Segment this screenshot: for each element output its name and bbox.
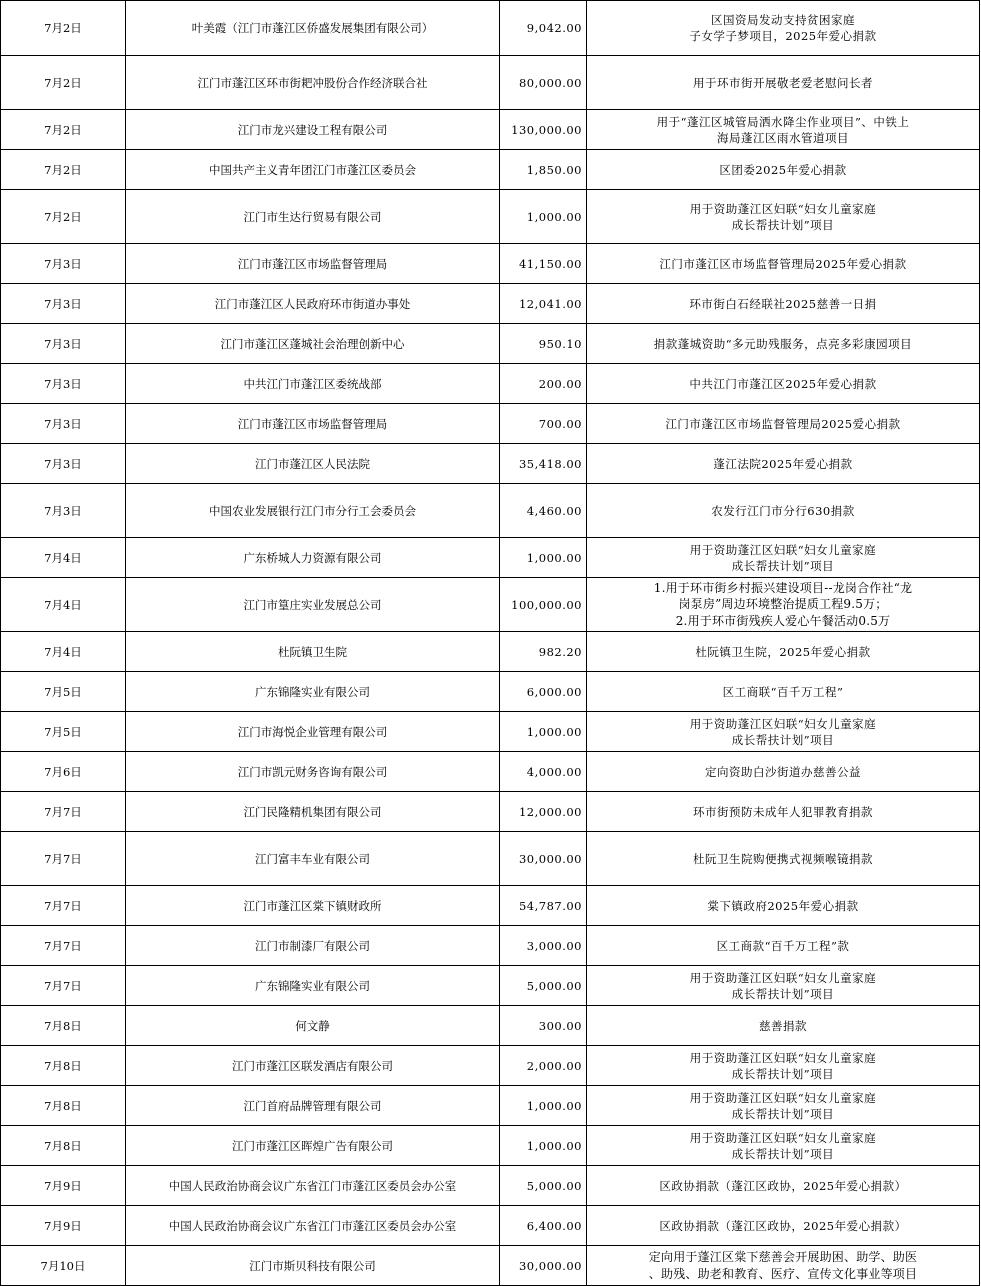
donor-cell: 江门市蓬江区市场监督管理局 <box>126 404 500 444</box>
donation-table-body <box>1 1 980 1286</box>
amount-cell: 4,000.00 <box>500 752 587 792</box>
table-row <box>1 364 980 404</box>
amount-cell: 950.10 <box>500 324 587 364</box>
purpose-cell <box>587 712 980 752</box>
donor-cell: 江门市龙兴建设工程有限公司 <box>126 110 500 150</box>
amount-cell: 4,460.00 <box>500 484 587 538</box>
table-row <box>1 632 980 672</box>
purpose-line: 棠下镇政府2025年爱心捐款 <box>707 898 859 913</box>
purpose-line: 用于资助蓬江区妇联“妇女儿童家庭 <box>689 1050 877 1065</box>
date-cell: 7月2日 <box>1 110 126 150</box>
date-cell: 7月5日 <box>1 712 126 752</box>
donor-cell: 江门富丰车业有限公司 <box>126 832 500 886</box>
donor-cell: 江门首府品牌管理有限公司 <box>126 1086 500 1126</box>
purpose-cell <box>587 966 980 1006</box>
purpose-cell <box>587 324 980 364</box>
donor-cell: 中国人民政治协商会议广东省江门市蓬江区委员会办公室 <box>126 1206 500 1246</box>
date-cell: 7月2日 <box>1 150 126 190</box>
amount-cell: 6,400.00 <box>500 1206 587 1246</box>
amount-cell: 5,000.00 <box>500 966 587 1006</box>
purpose-line: 江门市蓬江区市场监督管理局2025年爱心捐款 <box>659 256 907 271</box>
purpose-line: 用于资助蓬江区妇联“妇女儿童家庭 <box>689 716 877 731</box>
donor-cell: 何文静 <box>126 1006 500 1046</box>
date-cell: 7月7日 <box>1 832 126 886</box>
table-row <box>1 284 980 324</box>
purpose-cell <box>587 1126 980 1166</box>
donor-cell: 中共江门市蓬江区委统战部 <box>126 364 500 404</box>
table-row <box>1 324 980 364</box>
amount-cell: 100,000.00 <box>500 578 587 632</box>
table-row <box>1 1 980 56</box>
donor-cell: 江门市蓬江区棠下镇财政所 <box>126 886 500 926</box>
purpose-cell <box>587 244 980 284</box>
date-cell: 7月7日 <box>1 966 126 1006</box>
table-row <box>1 712 980 752</box>
date-cell: 7月3日 <box>1 364 126 404</box>
purpose-line: 定向资助白沙街道办慈善公益 <box>705 764 861 779</box>
amount-cell: 1,850.00 <box>500 150 587 190</box>
table-row <box>1 966 980 1006</box>
purpose-line: 捐款蓬城资助“多元助残服务，点亮多彩康园项目 <box>653 336 913 351</box>
purpose-cell <box>587 444 980 484</box>
amount-cell: 35,418.00 <box>500 444 587 484</box>
purpose-line: 成长帮扶计划”项目 <box>731 1146 835 1161</box>
table-row <box>1 926 980 966</box>
table-row <box>1 1166 980 1206</box>
table-row <box>1 1206 980 1246</box>
purpose-line: 用于资助蓬江区妇联“妇女儿童家庭 <box>689 970 877 985</box>
purpose-line: 海局蓬江区雨水管道项目 <box>717 130 849 145</box>
amount-cell: 12,041.00 <box>500 284 587 324</box>
amount-cell: 2,000.00 <box>500 1046 587 1086</box>
date-cell: 7月3日 <box>1 484 126 538</box>
purpose-line: 区工商款“百千万工程”款 <box>716 938 850 953</box>
purpose-cell <box>587 284 980 324</box>
purpose-line: 区政协捐款（蓬江区政协，2025年爱心捐款） <box>659 1218 907 1233</box>
table-row <box>1 244 980 284</box>
purpose-cell <box>587 1206 980 1246</box>
donor-cell: 江门市凯元财务咨询有限公司 <box>126 752 500 792</box>
donor-cell: 江门市蓬江区人民政府环市街道办事处 <box>126 284 500 324</box>
table-row <box>1 578 980 632</box>
amount-cell: 41,150.00 <box>500 244 587 284</box>
date-cell: 7月8日 <box>1 1046 126 1086</box>
date-cell: 7月4日 <box>1 578 126 632</box>
purpose-cell <box>587 578 980 632</box>
table-row <box>1 404 980 444</box>
donor-cell: 江门市制漆厂有限公司 <box>126 926 500 966</box>
purpose-line: 2.用于环市街残疾人爱心午餐活动0.5万 <box>675 613 891 628</box>
purpose-line: 区工商联“百千万工程” <box>722 684 844 699</box>
table-row <box>1 886 980 926</box>
purpose-line: 成长帮扶计划”项目 <box>731 986 835 1001</box>
purpose-line: 环市街预防未成年人犯罪教育捐款 <box>693 804 873 819</box>
amount-cell: 9,042.00 <box>500 1 587 56</box>
table-row <box>1 1246 980 1286</box>
donor-cell: 江门市蓬江区晖煌广告有限公司 <box>126 1126 500 1166</box>
donor-cell: 中国人民政治协商会议广东省江门市蓬江区委员会办公室 <box>126 1166 500 1206</box>
purpose-cell <box>587 632 980 672</box>
table-row <box>1 752 980 792</box>
date-cell: 7月6日 <box>1 752 126 792</box>
purpose-cell <box>587 1046 980 1086</box>
table-row <box>1 190 980 244</box>
purpose-cell <box>587 792 980 832</box>
donor-cell: 广东桥城人力资源有限公司 <box>126 538 500 578</box>
purpose-line: 成长帮扶计划”项目 <box>731 217 835 232</box>
amount-cell: 30,000.00 <box>500 1246 587 1286</box>
purpose-line: 定向用于蓬江区棠下慈善会开展助困、助学、助医 <box>648 1250 918 1264</box>
purpose-cell <box>587 150 980 190</box>
amount-cell: 6,000.00 <box>500 672 587 712</box>
purpose-cell <box>587 190 980 244</box>
table-row <box>1 444 980 484</box>
donor-cell: 广东锦隆实业有限公司 <box>126 672 500 712</box>
donor-cell: 江门市蓬江区市场监督管理局 <box>126 244 500 284</box>
amount-cell: 200.00 <box>500 364 587 404</box>
purpose-cell <box>587 926 980 966</box>
donor-cell: 江门市蓬江区人民法院 <box>126 444 500 484</box>
date-cell: 7月3日 <box>1 284 126 324</box>
donor-cell: 江门市蓬江区环市街耙冲股份合作经济联合社 <box>126 56 500 110</box>
date-cell: 7月2日 <box>1 56 126 110</box>
purpose-cell <box>587 886 980 926</box>
purpose-cell <box>587 404 980 444</box>
date-cell: 7月9日 <box>1 1206 126 1246</box>
table-row <box>1 792 980 832</box>
amount-cell: 1,000.00 <box>500 1126 587 1166</box>
table-row <box>1 1086 980 1126</box>
date-cell: 7月9日 <box>1 1166 126 1206</box>
purpose-cell <box>587 832 980 886</box>
date-cell: 7月5日 <box>1 672 126 712</box>
date-cell: 7月8日 <box>1 1086 126 1126</box>
amount-cell: 54,787.00 <box>500 886 587 926</box>
date-cell: 7月3日 <box>1 404 126 444</box>
purpose-cell <box>587 1166 980 1206</box>
purpose-line: 用于资助蓬江区妇联“妇女儿童家庭 <box>689 201 877 216</box>
amount-cell: 1,000.00 <box>500 712 587 752</box>
purpose-line: 农发行江门市分行630捐款 <box>711 503 855 518</box>
date-cell: 7月3日 <box>1 244 126 284</box>
table-row <box>1 150 980 190</box>
purpose-line: 子女学子梦项目，2025年爱心捐款 <box>689 29 877 43</box>
purpose-line: 区国资局发动支持贫困家庭 <box>711 13 855 27</box>
purpose-cell <box>587 1006 980 1046</box>
amount-cell: 700.00 <box>500 404 587 444</box>
donor-cell: 江门民隆精机集团有限公司 <box>126 792 500 832</box>
purpose-line: 中共江门市蓬江区2025年爱心捐款 <box>689 376 877 391</box>
date-cell: 7月10日 <box>1 1246 126 1286</box>
purpose-line: 用于资助蓬江区妇联“妇女儿童家庭 <box>689 1090 877 1105</box>
purpose-cell <box>587 1 980 56</box>
purpose-cell <box>587 56 980 110</box>
date-cell: 7月4日 <box>1 538 126 578</box>
purpose-line: 用于环市街开展敬老爱老慰问长者 <box>693 75 873 90</box>
amount-cell: 5,000.00 <box>500 1166 587 1206</box>
table-row <box>1 56 980 110</box>
amount-cell: 3,000.00 <box>500 926 587 966</box>
date-cell: 7月2日 <box>1 190 126 244</box>
purpose-line: 成长帮扶计划”项目 <box>731 1066 835 1081</box>
table-row <box>1 1046 980 1086</box>
purpose-line: 用于资助蓬江区妇联“妇女儿童家庭 <box>689 542 877 557</box>
purpose-line: 区团委2025年爱心捐款 <box>719 162 847 177</box>
purpose-line: 江门市蓬江区市场监督管理局2025爱心捐款 <box>665 416 901 431</box>
purpose-cell <box>587 364 980 404</box>
purpose-line: 环市街白石经联社2025慈善一日捐 <box>689 296 877 311</box>
table-row <box>1 832 980 886</box>
purpose-line: 成长帮扶计划”项目 <box>731 732 835 747</box>
purpose-cell <box>587 484 980 538</box>
purpose-cell <box>587 672 980 712</box>
donor-cell: 中国共产主义青年团江门市蓬江区委员会 <box>126 150 500 190</box>
purpose-line: 区政协捐款（蓬江区政协，2025年爱心捐款） <box>659 1178 907 1193</box>
table-row <box>1 672 980 712</box>
purpose-line: 慈善捐款 <box>759 1018 807 1033</box>
amount-cell: 300.00 <box>500 1006 587 1046</box>
date-cell: 7月3日 <box>1 444 126 484</box>
purpose-line: 用于“蓬江区城管局洒水降尘作业项目”、中铁上 <box>656 114 910 129</box>
amount-cell: 12,000.00 <box>500 792 587 832</box>
amount-cell: 982.20 <box>500 632 587 672</box>
donor-cell: 叶美霞（江门市蓬江区侨盛发展集团有限公司） <box>126 1 500 56</box>
purpose-line: 杜阮镇卫生院，2025年爱心捐款 <box>695 644 871 659</box>
donor-cell: 江门市篁庄实业发展总公司 <box>126 578 500 632</box>
donor-cell: 江门市生达行贸易有限公司 <box>126 190 500 244</box>
donor-cell: 江门市蓬江区蓬城社会治理创新中心 <box>126 324 500 364</box>
purpose-cell <box>587 538 980 578</box>
date-cell: 7月7日 <box>1 792 126 832</box>
amount-cell: 1,000.00 <box>500 1086 587 1126</box>
donor-cell: 江门市海悦企业管理有限公司 <box>126 712 500 752</box>
donor-cell: 江门市蓬江区联发酒店有限公司 <box>126 1046 500 1086</box>
purpose-cell <box>587 1246 980 1286</box>
table-row <box>1 1006 980 1046</box>
date-cell: 7月8日 <box>1 1006 126 1046</box>
amount-cell: 1,000.00 <box>500 190 587 244</box>
donor-cell: 中国农业发展银行江门市分行工会委员会 <box>126 484 500 538</box>
purpose-line: 岗泵房”周边环境整治提质工程9.5万； <box>678 597 888 612</box>
table-row <box>1 110 980 150</box>
purpose-cell <box>587 1086 980 1126</box>
date-cell: 7月4日 <box>1 632 126 672</box>
amount-cell: 30,000.00 <box>500 832 587 886</box>
donor-cell: 杜阮镇卫生院 <box>126 632 500 672</box>
donor-cell: 江门市斯贝科技有限公司 <box>126 1246 500 1286</box>
date-cell: 7月7日 <box>1 926 126 966</box>
date-cell: 7月3日 <box>1 324 126 364</box>
purpose-line: 、助残、助老和教育、医疗、宣传文化事业等项目 <box>648 1266 918 1281</box>
amount-cell: 130,000.00 <box>500 110 587 150</box>
date-cell: 7月2日 <box>1 1 126 56</box>
purpose-line: 杜阮卫生院购便携式视频喉镜捐款 <box>693 851 873 866</box>
purpose-line: 蓬江法院2025年爱心捐款 <box>713 456 853 471</box>
purpose-line: 成长帮扶计划”项目 <box>731 558 835 573</box>
amount-cell: 1,000.00 <box>500 538 587 578</box>
date-cell: 7月7日 <box>1 886 126 926</box>
date-cell: 7月8日 <box>1 1126 126 1166</box>
table-row <box>1 1126 980 1166</box>
table-row <box>1 484 980 538</box>
donor-cell: 广东锦隆实业有限公司 <box>126 966 500 1006</box>
purpose-cell <box>587 110 980 150</box>
table-row <box>1 538 980 578</box>
amount-cell: 80,000.00 <box>500 56 587 110</box>
purpose-cell <box>587 752 980 792</box>
purpose-line: 用于资助蓬江区妇联“妇女儿童家庭 <box>689 1130 877 1145</box>
purpose-line: 成长帮扶计划”项目 <box>731 1106 835 1121</box>
purpose-line: 1.用于环市街乡村振兴建设项目--龙岗合作社“龙 <box>653 580 913 595</box>
